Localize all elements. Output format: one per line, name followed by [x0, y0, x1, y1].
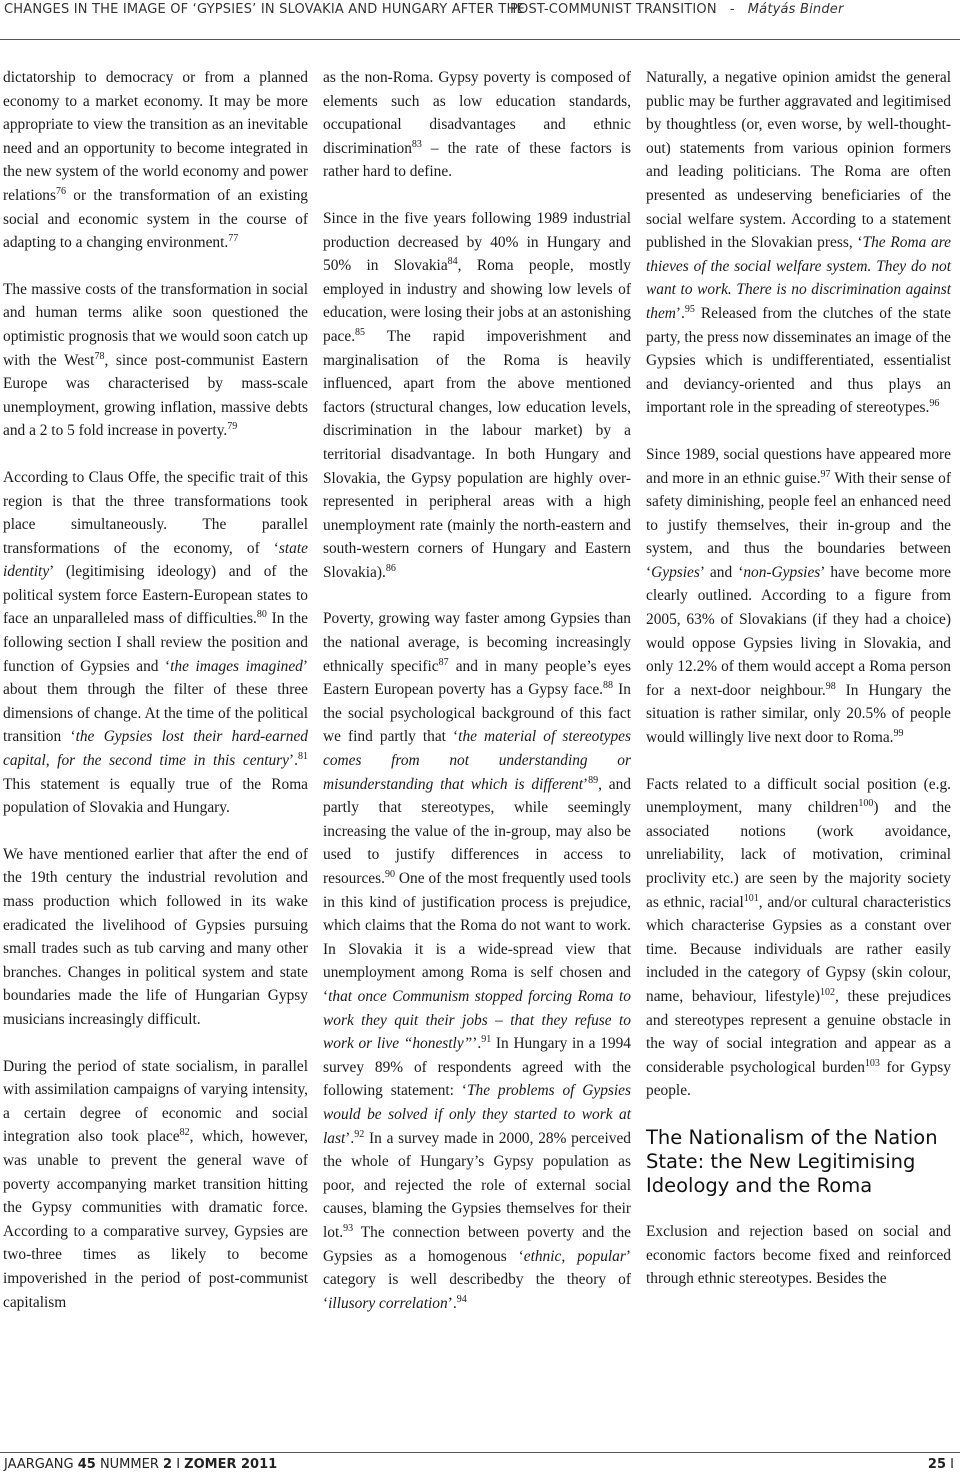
- text-run: Since in the five years following 1989 industrial production decreased by 40% in Hungary and 50% in Slovakia: [323, 209, 631, 275]
- text-run: ’.: [447, 1294, 457, 1312]
- footnote-reference: 93: [343, 1222, 354, 1234]
- footnote-reference: 82: [179, 1127, 190, 1139]
- footnote-reference: 85: [355, 326, 366, 338]
- running-header: [0, 0, 960, 40]
- page-number-block: [928, 1457, 954, 1472]
- section-heading: The Nationalism of the Nation State: the New Legitimising Ideology and the Roma: [646, 1125, 938, 1197]
- italic-quote: The problems of Gypsies would be solved if only they started to work at last: [323, 1082, 631, 1147]
- text-run: In a survey made in 2000, 28% perceived the whole of Hungary’s Gypsy population as poor, and rejected the role of external social causes, blaming the Gypsies themselves for their lot.: [323, 1129, 631, 1241]
- footnote-reference: 76: [56, 185, 66, 197]
- text-run: dictatorship to democracy or from a planned economy to a market economy. It may be more appropriate to view the transition as an inevitable need and an opportunity to become integrated in the new system of the world economy and power relations: [3, 69, 308, 204]
- footnote-reference: 91: [481, 1034, 492, 1046]
- paragraph: [646, 443, 951, 750]
- italic-quote: non-Gypsies: [743, 563, 821, 581]
- footnote-reference: 83: [411, 138, 422, 150]
- paragraph: [3, 1055, 308, 1315]
- text-run: as the non-Roma. Gypsy poverty is composed of elements such as low education standards, occupational disadvantages and ethnic discrimination: [323, 69, 631, 157]
- footnote-reference: 99: [893, 728, 904, 740]
- footnote-reference: 94: [456, 1293, 467, 1305]
- footnote-reference: 88: [603, 680, 614, 692]
- header-author: Mátyás Binder: [747, 2, 844, 17]
- text-run: ) and the associated notions (work avoidance, unreliability, lack of motivation, criminal proclivity etc.) are seen by the majority society as ethnic, racial: [646, 799, 951, 911]
- footnote-reference: 78: [94, 350, 105, 362]
- text-run: ’.: [675, 304, 685, 322]
- text-run: and in many people’s eyes Eastern European poverty has a Gypsy face.: [323, 657, 632, 699]
- text-run: This statement is equally true of the Roma population of Slovakia and Hungary.: [3, 775, 308, 817]
- text-run: With their sense of safety diminishing, people feel an enhanced need to justify themselves, their in-group and the system, and thus the boundaries between ‘: [646, 469, 951, 581]
- text-column-1: [3, 66, 308, 1314]
- text-run: In Hungary the situation is rather similar, only 20.5% of people would willingly live next door to Roma.: [646, 681, 951, 747]
- paragraph: [646, 66, 951, 420]
- text-run: , and/or cultural characteristics which characterise Gypsies as a constant over time. Because individuals are rather easily included in the category of Gypsy (skin colour, name, behaviour, lifestyle): [646, 893, 952, 1005]
- text-run: ’.: [289, 752, 298, 770]
- footnote-reference: 80: [256, 609, 267, 621]
- footnote-reference: 103: [864, 1057, 880, 1069]
- text-run: ’.: [345, 1129, 355, 1147]
- italic-quote: Gypsies: [651, 563, 700, 581]
- text-run: or the transformation of an existing social and economic system in the course of adapting to a changing environment.: [3, 186, 308, 252]
- text-run: for Gypsy people.: [646, 1058, 951, 1100]
- footnote-reference: 79: [227, 421, 238, 433]
- footnote-reference: 90: [384, 869, 395, 880]
- text-run: The rapid impoverishment and marginalisation of the Roma is heavily influenced, apart from the above mentioned factors (structural changes, low education levels, discrimination in the labour market) by a territorial disadvantage. In both Hungary and Slovakia, the Gypsy population are highly over-represented in peripheral areas with a high unemployment rate (mainly the north-eastern and south-western corners of Hungary and Eastern Slovakia).: [323, 327, 631, 581]
- text-run: ’ have become more clearly outlined. According to a figure from 2005, 63% of Slovakians (if they had a choice) would oppose Gypsies living in Slovakia, and only 12.2% of them would accept a Roma person for a next-door neighbour.: [646, 563, 951, 699]
- footnote-reference: 98: [825, 680, 836, 692]
- text-run: Released from the clutches of the state party, the press now disseminates an image of the Gypsies which is undifferentiated, essentialist and deviancy-oriented and thus plays an important role in the spreading of stereotypes.: [646, 304, 951, 417]
- jaargang-value: 45: [77, 1457, 96, 1472]
- paragraph: [3, 66, 308, 255]
- header-title-part2: POST-COMMUNIST TRANSITION: [510, 2, 717, 17]
- paragraph: [3, 466, 308, 820]
- text-run: , these prejudices and stereotypes represent a genuine obstacle in the way of social integration and appear as a considerable psychological burden: [646, 987, 951, 1076]
- text-run: We have mentioned earlier that after the end of the 19th century the industrial revolution and mass production which followed in its wake eradicated the livelihood of Gypsies pursuing small trades such as tub carving and many other branches. Changes in political system and state boundaries made the life of Hungarian Gypsy musicians increasingly difficult.: [3, 845, 308, 1028]
- paragraph: [646, 773, 951, 1103]
- text-run: Naturally, a negative opinion amidst the general public may be further aggravated and legitimised by thoughtless (or, even worse, by well-thought-out) statements from various opinion formers and leading politicians. The Roma are often presented as undeserving beneficiaries of the social welfare system. According to a statement published in the Slovakian press, ‘: [646, 69, 951, 252]
- issue-season: ZOMER 2011: [184, 1457, 278, 1472]
- text-run: , and partly that stereotypes, while seemingly increasing the value of the in-group, may also be used to justify differences in access to resources.: [323, 775, 631, 887]
- footnote-reference: 97: [820, 468, 831, 480]
- footnote-reference: 81: [298, 751, 308, 763]
- text-run: In Hungary in a 1994 survey 89% of respondents agreed with the following statement: ‘: [323, 1035, 631, 1100]
- page-footer: [0, 1452, 960, 1474]
- paragraph: [646, 1220, 951, 1291]
- page-number: 25: [927, 1457, 947, 1472]
- footnote-reference: 87: [438, 656, 449, 668]
- italic-quote: that once Communism stopped forcing Roma to work they quit their jobs – that they refuse to work or live “honestly”: [323, 987, 631, 1053]
- nummer-label: NUMMER: [99, 1457, 159, 1472]
- footer-divider: I: [176, 1457, 181, 1472]
- text-run: In the following section I shall review the position and function of Gypsies and ‘: [3, 610, 308, 675]
- paragraph: [3, 278, 308, 443]
- italic-quote: the material of stereotypes comes from not understanding or misunderstanding that which is different: [323, 728, 632, 793]
- text-run: , Roma people, mostly employed in industry and showing low levels of education, were losing their jobs at an astonishing pace.: [323, 257, 631, 345]
- text-column-3: [646, 66, 951, 1291]
- italic-quote: ethnic, popular: [523, 1247, 626, 1265]
- italic-quote: The Roma are thieves of the social welfare system. They do not want to work. There is no discrimination against them: [646, 234, 951, 322]
- text-run: , which, however, was unable to prevent the general wave of poverty accompanying market transition hitting the Gypsy communities with dramatic force. According to a comparative survey, Gypsies are two-three times as likely to become impoverished in the period of post-communist capitalism: [3, 1128, 308, 1311]
- text-run: ’ category is well describedby the theory of ‘: [323, 1247, 631, 1312]
- footnote-reference: 92: [354, 1128, 365, 1140]
- jaargang-label: JAARGANG: [4, 1457, 74, 1472]
- footnote-reference: 77: [228, 233, 239, 245]
- text-run: One of the most frequently used tools in this kind of justification process is prejudice, which claims that the Roma do not want to work. In Slovakia it is a wide-spread view that unemployment among Roma is self chosen and ‘: [323, 870, 631, 1005]
- paragraph: [323, 607, 631, 1315]
- paragraph: [323, 207, 631, 585]
- text-run: Poverty, growing way faster among Gypsies than the national average, is becoming increasingly ethnically specific: [323, 610, 631, 675]
- header-separator: -: [729, 2, 735, 17]
- text-run: Since 1989, social questions have appeared more and more in an ethnic guise.: [646, 445, 951, 487]
- text-run: Exclusion and rejection based on social and economic factors become fixed and reinforced through ethnic stereotypes. Besides the: [646, 1222, 951, 1288]
- footnote-reference: 102: [819, 986, 835, 998]
- text-run: During the period of state socialism, in parallel with assimilation campaigns of varying intensity, a certain degree of economic and social integration also took place: [3, 1057, 308, 1146]
- text-run: According to Claus Offe, the specific trait of this region is that the three transformations took place simultaneously. The parallel transformations of the economy, of ‘: [3, 468, 308, 557]
- text-run: The massive costs of the transformation in social and human terms alike soon questioned the optimistic prognosis that we would soon catch up with the West: [3, 280, 308, 369]
- text-run: Facts related to a difficult social position (e.g. unemployment, many children: [646, 775, 951, 817]
- italic-quote: illusory correlation: [328, 1294, 448, 1312]
- header-title: CHANGES IN THE IMAGE OF ‘GYPSIES’ IN SLOVAKIA AND HUNGARY AFTER THE: [4, 2, 525, 17]
- italic-quote: the images imagined: [170, 657, 303, 675]
- text-run: ’.: [472, 1035, 482, 1053]
- text-column-2: [323, 66, 631, 1315]
- text-run: – the rate of these factors is rather hard to define.: [323, 139, 631, 181]
- italic-quote: state identity: [3, 539, 308, 581]
- text-run: In the social psychological background of this fact we find partly that ‘: [323, 681, 631, 746]
- footnote-reference: 86: [385, 562, 396, 574]
- text-run: ’: [583, 775, 589, 793]
- text-run: ’ and ‘: [699, 563, 744, 581]
- footnote-reference: 89: [588, 774, 599, 786]
- text-run: , since post-communist Eastern Europe was characterised by mass-scale unemployment, growing inflation, massive debts and a 2 to 5 fold increase in poverty.: [3, 351, 308, 440]
- paragraph: [3, 843, 308, 1032]
- paragraph: [323, 66, 631, 184]
- text-run: ’ about them through the filter of these three dimensions of change. At the time of the political transition ‘: [3, 657, 308, 746]
- page-number-divider: I: [950, 1457, 954, 1472]
- text-run: ’ (legitimising ideology) and of the political system force Eastern-European states to face an unparalleled mass of difficulties.: [3, 563, 308, 628]
- header-title-continued: [510, 2, 844, 17]
- footnote-reference: 100: [858, 798, 874, 810]
- nummer-value: 2: [163, 1457, 173, 1472]
- footnote-reference: 95: [684, 303, 695, 315]
- text-run: The connection between poverty and the Gypsies as a homogenous ‘: [323, 1223, 631, 1265]
- footnote-reference: 84: [447, 256, 458, 268]
- footnote-reference: 101: [743, 892, 759, 904]
- italic-quote: the Gypsies lost their hard-earned capital, for the second time in this century: [3, 728, 309, 770]
- journal-issue-info: [4, 1457, 277, 1472]
- footnote-reference: 96: [929, 398, 940, 410]
